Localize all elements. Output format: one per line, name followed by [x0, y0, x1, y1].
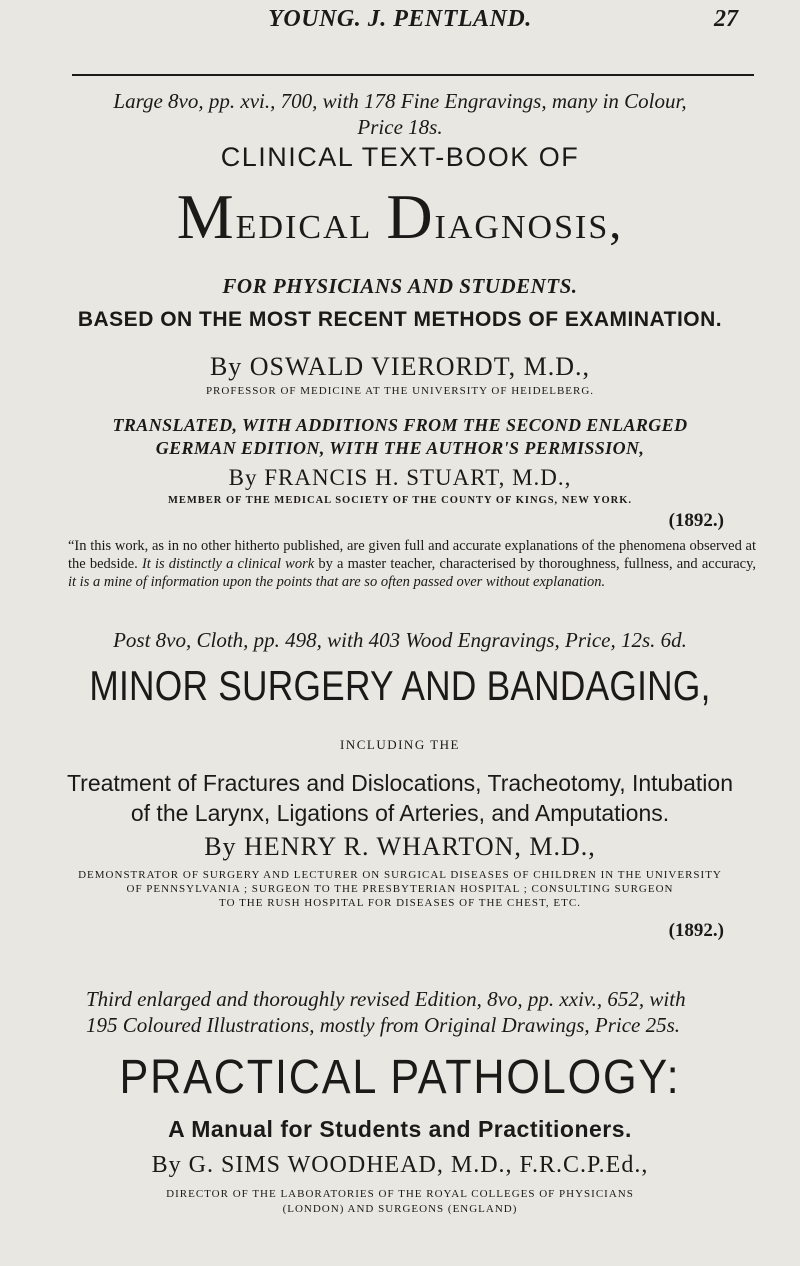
page-number: 27	[714, 6, 738, 32]
running-header	[0, 6, 800, 46]
book1-title-cap1: M	[176, 181, 236, 252]
book1-year: (1892.)	[668, 510, 724, 531]
book1-pre-title: CLINICAL TEXT-BOOK OF	[220, 142, 580, 172]
book1-based-line: BASED ON THE MOST RECENT METHODS OF EXAMINATION.	[77, 308, 723, 331]
book1-title	[0, 180, 800, 254]
book1-title-rest1: edical	[235, 196, 387, 249]
book1-price: Price 18s.	[357, 115, 443, 139]
book3-author-role	[0, 1187, 800, 1217]
book1-translated-line2: GERMAN EDITION, WITH THE AUTHOR'S PERMISSION,	[155, 438, 645, 458]
book2-desc-line1: Treatment of Fractures and Dislocations, Tracheotomy, Intubation	[66, 770, 734, 796]
book3-role-line2: (LONDON) AND SURGEONS (ENGLAND)	[282, 1203, 518, 1215]
book2-role-line3: TO THE RUSH HOSPITAL FOR DISEASES OF THE CHEST, ETC.	[219, 897, 581, 909]
book2-publication-details: Post 8vo, Cloth, pp. 498, with 403 Wood Engravings, Price, 12s. 6d.	[113, 628, 687, 652]
running-title: YOUNG. J. PENTLAND.	[268, 6, 532, 32]
book1-author-role: PROFESSOR OF MEDICINE AT THE UNIVERSITY OF HEIDELBERG.	[205, 385, 595, 397]
book1-audience: FOR PHYSICIANS AND STUDENTS.	[222, 274, 578, 298]
book3-role-line1: DIRECTOR OF THE LABORATORIES OF THE ROYAL COLLEGES OF PHYSICIANS	[166, 1188, 634, 1200]
book2-author: By HENRY R. WHARTON, M.D.,	[204, 832, 596, 861]
quote-part-c: by a master teacher, characterised by thoroughness, fullness, and accuracy,	[314, 556, 757, 572]
book2-including: INCLUDING THE	[340, 737, 460, 752]
book1-author: By OSWALD VIERORDT, M.D.,	[209, 352, 591, 381]
book3-author: By G. SIMS WOODHEAD, M.D., F.R.C.P.Ed.,	[151, 1152, 649, 1178]
book2-desc-line2: of the Larynx, Ligations of Arteries, and Amputations.	[130, 800, 670, 826]
quote-part-b: It is distinctly a clinical work	[141, 556, 315, 572]
book1-title-rest2: iagnosis,	[434, 196, 624, 249]
book2-role-line1: DEMONSTRATOR OF SURGERY AND LECTURER ON SURGICAL DISEASES OF CHILDREN IN THE UNIVERSITY	[78, 869, 722, 881]
book3-title: PRACTICAL PATHOLOGY:	[119, 1051, 681, 1104]
header-rule	[72, 74, 754, 76]
book1-translation-note	[0, 414, 800, 460]
book1-publication-details	[0, 88, 800, 140]
book2-description	[0, 768, 800, 828]
book2-title: MINOR SURGERY AND BANDAGING,	[89, 662, 711, 709]
book3-pub-line2: 195 Coloured Illustrations, mostly from Original Drawings, Price 25s.	[86, 1013, 681, 1037]
quote-part-d: it is a mine of information upon the points that are so often passed over without explanation.	[68, 574, 606, 590]
book3-pub-line1: Third enlarged and thoroughly revised Edition, 8vo, pp. xxiv., 652, with	[86, 987, 686, 1011]
quote-part-a: “In this work, as in no other hitherto published, are given full and accurate explanations of the phenomena observed at the bedside.	[68, 538, 756, 572]
book2-year: (1892.)	[668, 920, 724, 941]
book2-author-role	[0, 868, 800, 910]
book3-subtitle: A Manual for Students and Practitioners.	[168, 1116, 632, 1142]
book1-translator: By FRANCIS H. STUART, M.D.,	[228, 465, 572, 490]
book1-title-cap2: D	[386, 181, 435, 252]
book2-role-line2: OF PENNSYLVANIA ; SURGEON TO THE PRESBYTERIAN HOSPITAL ; CONSULTING SURGEON	[126, 883, 674, 895]
book1-review-quote	[68, 537, 756, 591]
book1-pub-line1: Large 8vo, pp. xvi., 700, with 178 Fine Engravings, many in Colour,	[113, 89, 687, 113]
book1-translator-role: MEMBER OF THE MEDICAL SOCIETY OF THE COUNTY OF KINGS, NEW YORK.	[167, 495, 633, 506]
book1-translated-line1: TRANSLATED, WITH ADDITIONS FROM THE SECOND ENLARGED	[112, 415, 688, 435]
book3-publication-details	[86, 986, 726, 1038]
